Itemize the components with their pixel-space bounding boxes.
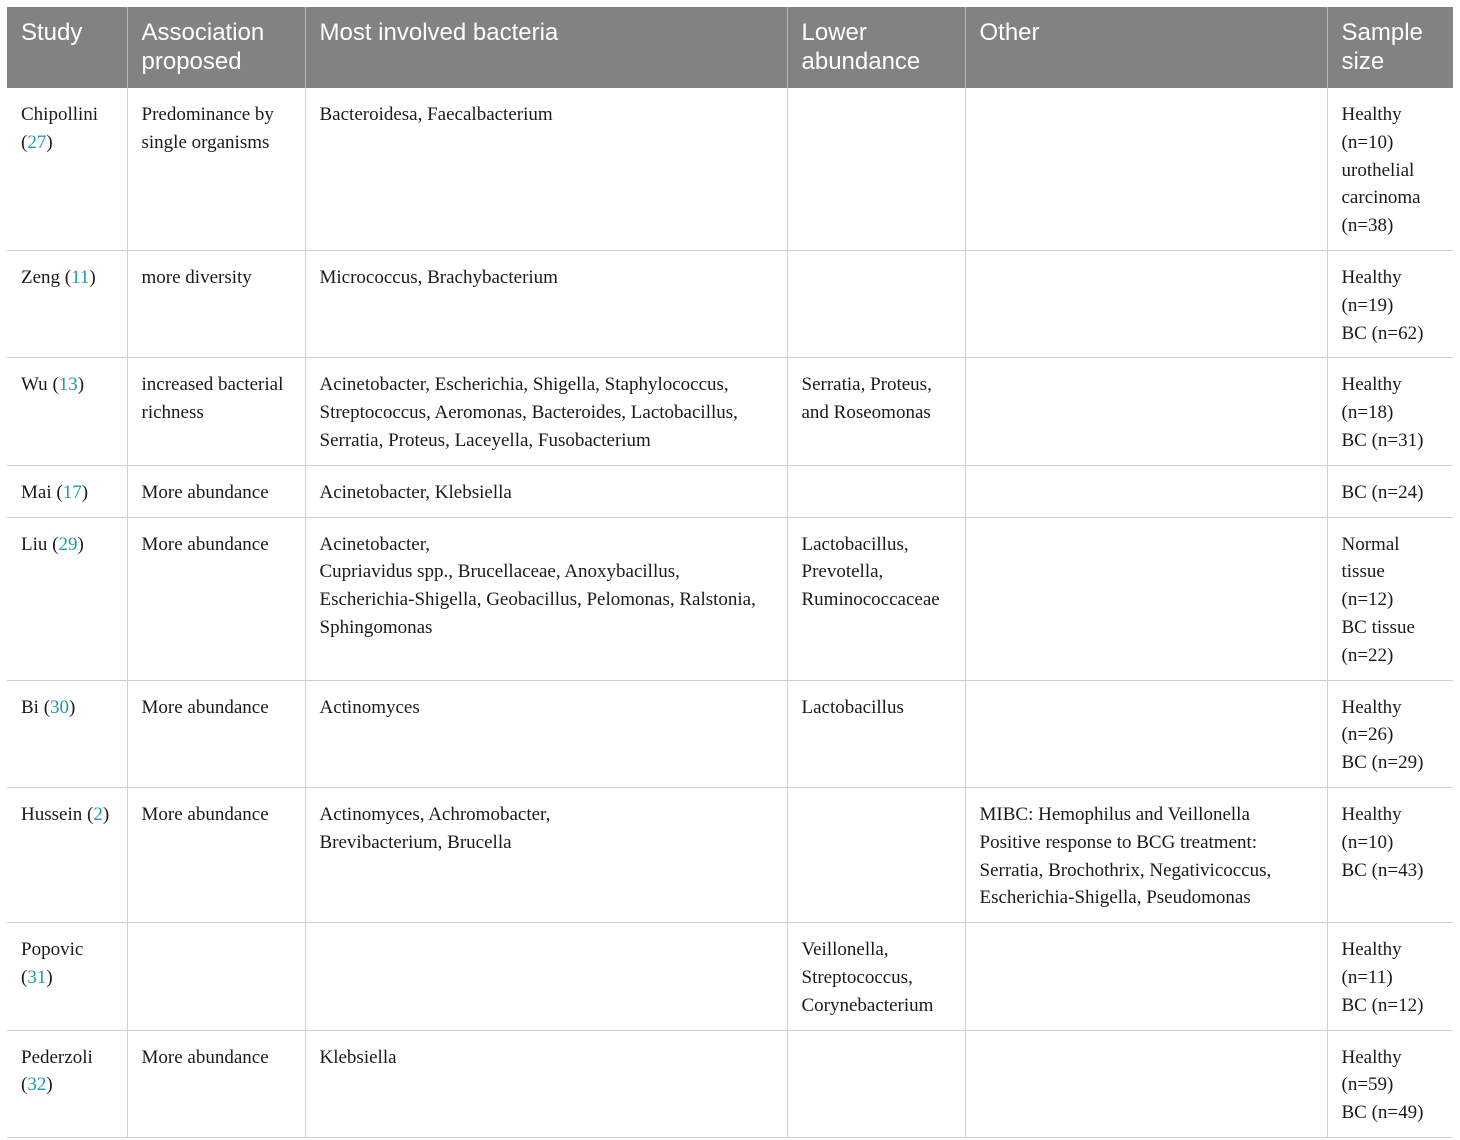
lower-abundance-cell: Lactobacillus, Prevotella, Ruminococcaceae [787,517,965,680]
sample-group: BC (n=62) [1341,322,1424,344]
study-cell: Hussein (2) [7,787,127,922]
study-cell: Chipollini (27) [7,88,127,250]
table-row [7,680,1453,787]
association-cell: More abundance [127,1030,305,1137]
study-author: Liu [21,533,48,555]
association-cell: Predominance by single organisms [127,88,305,250]
sample-group: Healthy (n=59) [1341,1046,1402,1096]
study-author: Mai [21,481,52,503]
lower-abundance-cell [787,250,965,357]
lower-abundance-cell: Lactobacillus [787,680,965,787]
study-author: Popovic [21,939,84,961]
lower-abundance-cell [787,1030,965,1137]
other-cell: MIBC: Hemophilus and Veillonella Positive response to BCG treatment: Serratia, Brochothrix, Negativicoccus, Escherichia-Shigella, Pseudomonas [965,787,1327,922]
reference-link[interactable]: 11 [71,266,90,288]
table-row [7,88,1453,250]
bacteria-cell: Actinomyces [305,680,787,787]
lower-abundance-cell [787,88,965,250]
header-row [7,7,1453,88]
sample-group: BC tissue (n=22) [1341,616,1415,666]
sample-size-cell [1327,250,1453,357]
other-cell [965,250,1327,357]
studies-table [7,7,1453,1138]
sample-group: Normal tissue (n=12) [1341,533,1400,611]
reference-link[interactable]: 31 [27,966,47,988]
table-row [7,250,1453,357]
sample-size-cell [1327,517,1453,680]
association-cell: More abundance [127,465,305,517]
header-lower-abundance: Lower abundance [787,7,965,88]
sample-group: BC (n=24) [1341,481,1424,503]
sample-group: Healthy (n=26) [1341,696,1402,746]
study-author: Zeng [21,266,61,288]
lower-abundance-cell: Veillonella, Streptococcus, Corynebacterium [787,923,965,1030]
other-cell [965,517,1327,680]
sample-size-cell [1327,680,1453,787]
association-cell [127,923,305,1030]
lower-abundance-cell: Serratia, Proteus, and Roseomonas [787,358,965,465]
study-cell: Mai (17) [7,465,127,517]
study-author: Pederzoli [21,1046,93,1068]
bacteria-cell: Acinetobacter, Klebsiella [305,465,787,517]
study-cell: Wu (13) [7,358,127,465]
study-author: Wu [21,374,48,396]
sample-size-cell [1327,1030,1453,1137]
association-cell: More abundance [127,680,305,787]
study-cell: Bi (30) [7,680,127,787]
table-row [7,1030,1453,1137]
table-row [7,517,1453,680]
sample-size-cell [1327,465,1453,517]
study-cell: Zeng (11) [7,250,127,357]
other-cell [965,465,1327,517]
sample-group: Healthy (n=10) [1341,104,1402,153]
header-association: Association proposed [127,7,305,88]
association-cell: More abundance [127,787,305,922]
bacteria-cell: Acinetobacter, Cupriavidus spp., Brucellaceae, Anoxybacillus, Escherichia-Shigella, Geobacillus, Pelomonas, Ralstonia, Sphingomonas [305,517,787,680]
header-study: Study [7,7,127,88]
reference-link[interactable]: 17 [62,481,82,503]
table-row [7,923,1453,1030]
bacteria-cell: Klebsiella [305,1030,787,1137]
header-bacteria: Most involved bacteria [305,7,787,88]
lower-abundance-cell [787,787,965,922]
bacteria-cell [305,923,787,1030]
bacteria-cell: Actinomyces, Achromobacter, Brevibacterium, Brucella [305,787,787,922]
sample-size-cell [1327,88,1453,250]
sample-size-cell [1327,923,1453,1030]
association-cell: more diversity [127,250,305,357]
study-cell: Liu (29) [7,517,127,680]
bacteria-cell: Bacteroidesa, Faecalbacterium [305,88,787,250]
reference-link[interactable]: 32 [27,1074,47,1096]
sample-size-cell [1327,787,1453,922]
bacteria-cell: Acinetobacter, Escherichia, Shigella, Staphylococcus, Streptococcus, Aeromonas, Bacteroides, Lactobacillus, Serratia, Proteus, Laceyella, Fusobacterium [305,358,787,465]
association-cell: increased bacterial richness [127,358,305,465]
reference-link[interactable]: 29 [58,533,78,555]
other-cell [965,680,1327,787]
study-cell: Pederzoli (32) [7,1030,127,1137]
reference-link[interactable]: 13 [58,374,78,396]
study-author: Hussein [21,803,83,825]
other-cell [965,88,1327,250]
table-row [7,465,1453,517]
header-sample-size: Sample size [1327,7,1453,88]
other-cell [965,923,1327,1030]
sample-group: Healthy (n=10) [1341,803,1402,853]
table-row [7,358,1453,465]
reference-link[interactable]: 30 [50,696,70,718]
sample-group: BC (n=31) [1341,429,1424,451]
other-cell [965,358,1327,465]
study-author: Bi [21,696,39,718]
association-cell: More abundance [127,517,305,680]
sample-group: Healthy (n=19) [1341,266,1402,316]
reference-link[interactable]: 2 [93,803,103,825]
sample-size-cell [1327,358,1453,465]
bacteria-cell: Micrococcus, Brachybacterium [305,250,787,357]
sample-group: BC (n=43) [1341,859,1424,881]
sample-group: Healthy (n=11) [1341,939,1402,988]
sample-group: BC (n=12) [1341,994,1424,1016]
header-other: Other [965,7,1327,88]
sample-group: Healthy (n=18) [1341,374,1402,424]
lower-abundance-cell [787,465,965,517]
sample-group: BC (n=49) [1341,1102,1424,1124]
study-cell: Popovic (31) [7,923,127,1030]
study-author: Chipollini [21,104,99,125]
other-cell [965,1030,1327,1137]
sample-group: BC (n=29) [1341,752,1424,774]
table-row [7,787,1453,922]
sample-group: urothelial carcinoma (n=38) [1341,159,1421,237]
reference-link[interactable]: 27 [27,131,47,153]
